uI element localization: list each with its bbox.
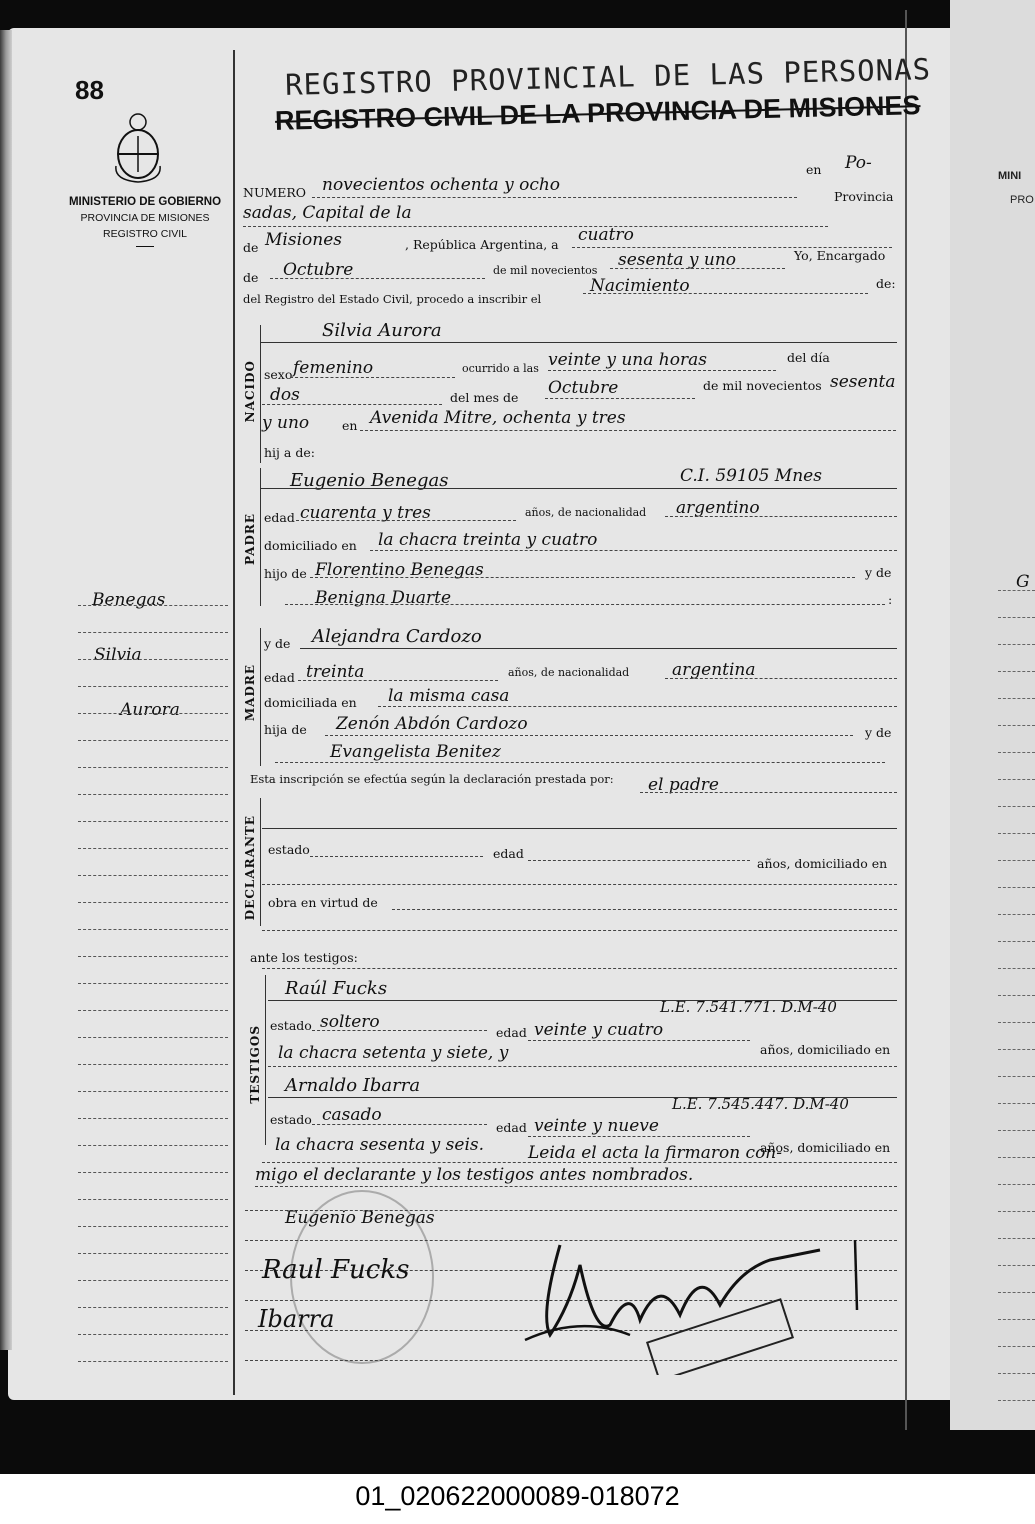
margin-ruled-line [78,1064,228,1065]
del-dia-label: del día [787,350,830,365]
padre-hijo-label: hijo de [264,566,307,581]
margin-ruled-line [78,686,228,687]
declarante-edad-label: edad [493,846,524,861]
testigo1-edad-value: veinte y cuatro [534,1020,664,1040]
margin-ruled-line [78,1118,228,1119]
heading-divider [136,246,154,247]
margin-ruled-line [78,1334,228,1335]
adjacent-page-ruled-line [998,941,1035,942]
testigo1-edad-label: edad [496,1025,527,1040]
act-value: Nacimiento [590,276,690,296]
padre-dom-line [370,550,897,551]
madre-dom-label: domiciliada en [264,695,357,710]
adjacent-page-ruled-line [998,1319,1035,1320]
adjacent-page-ruled-line [998,752,1035,753]
mes-line [545,398,695,399]
madre-edad-line [298,680,498,681]
signature-witness-2: Ibarra [258,1305,335,1333]
testigo2-name: Arnaldo Ibarra [285,1075,421,1096]
madre-nac-line [665,678,897,679]
ocurrido-label: ocurrido a las [462,362,539,375]
margin-ruled-line [78,1253,228,1254]
padre-father-value: Florentino Benegas [315,560,484,580]
testigo2-doc: L.E. 7.545.447. D.M-40 [672,1095,849,1113]
padre-nac-line [665,516,897,517]
testigos-top-line [262,968,897,969]
sexo-line [290,377,455,378]
registro-label: del Registro del Estado Civil, procedo a inscribir el [243,292,542,306]
testigo1-dom-line [268,1066,897,1067]
margin-name-2: Aurora [120,700,180,720]
adjacent-page-ruled-line [998,725,1035,726]
adjacent-page-ruled-line [998,1130,1035,1131]
margin-ruled-line [78,1091,228,1092]
closing-text-b: migo el declarante y los testigos antes nombrados. [255,1165,694,1185]
madre-hija-label: hija de [264,722,307,737]
hija-label: hij a de: [264,445,315,460]
padre-father-line [310,577,855,578]
margin-ruled-line [78,902,228,903]
testigo1-name: Raúl Fucks [285,978,388,999]
madre-nac-label: años, de nacionalidad [508,666,630,679]
declarante-estado-label: estado [268,842,310,857]
testigo2-edad-label: edad [496,1120,527,1135]
padre-doc: C.I. 59105 Mnes [680,466,822,486]
margin-name-1: Silvia [94,645,142,665]
province-name: PROVINCIA DE MISIONES [80,212,210,224]
padre-mother-line [285,604,885,605]
adjacent-page-ruled-line [998,1184,1035,1185]
padre-name-line [260,488,897,489]
signature-witness-1: Raul Fucks [262,1255,410,1285]
registry-name: REGISTRO CIVIL [102,228,187,240]
padre-dom-value: la chacra treinta y cuatro [378,530,598,550]
folio-number: 88 [75,75,104,105]
margin-ruled-line [78,1037,228,1038]
testigo2-name-line [268,1097,897,1098]
margin-ruled-line [78,605,228,606]
margin-ruled-line [78,956,228,957]
margin-ruled-line [78,1226,228,1227]
adjacent-page-ruled-line [998,833,1035,834]
en-value: Po- [845,153,872,173]
declarante-estado-line [310,856,483,857]
madre-mother-value: Evangelista Benitez [330,742,501,762]
madre-father-value: Zenón Abdón Cardozo [336,714,528,734]
republica-label: , República Argentina, a [405,237,559,252]
madre-mother-line [275,762,885,763]
padre-section-label: PADRE [243,513,257,565]
testigo2-estado-line [312,1124,487,1125]
lugar-value: Avenida Mitre, ochenta y tres [370,408,626,428]
adjacent-page-ruled-line [998,806,1035,807]
madre-dom-value: la misma casa [388,686,510,706]
numero-value: novecientos ochenta y ocho [322,175,561,195]
declaracion-label: Esta inscripción se efectúa según la declaración prestada por: [250,772,614,786]
madre-dom-line [378,706,897,707]
ministry-heading [50,196,240,247]
declarante-dom-label: años, domiciliado en [757,856,888,871]
declarante-name-line [262,828,897,829]
act-line [583,293,868,294]
padre-mother-value: Benigna Duarte [315,588,452,608]
adjacent-page-ruled-line [998,995,1035,996]
margin-rule [233,50,235,1395]
province-value: Misiones [265,230,342,250]
nacido-name: Silvia Aurora [322,320,442,341]
testigo1-estado-label: estado [270,1018,312,1033]
place-value: sadas, Capital de la [243,203,412,223]
control-number: 01_020622000089-018072 [355,1481,680,1511]
signature-father: Eugenio Benegas [285,1208,435,1228]
ante-testigos-label: ante los testigos: [250,950,358,965]
month-line [270,278,485,279]
adjacent-page-ruled-line [998,1076,1035,1077]
margin-ruled-line [78,983,228,984]
civil-registry-stamp: REGISTRO CIVIL DE LA PROVINCIA DE MISIONES [274,90,921,136]
lugar-line [360,430,896,431]
sexo-value: femenino [293,358,374,378]
anio-value-a: sesenta [830,372,896,392]
margin-ruled-line [78,1307,228,1308]
margin-ruled-line [78,1361,228,1362]
nacido-bracket [260,325,261,463]
adjacent-page-ruled-line [998,617,1035,618]
testigo1-estado-value: soltero [320,1012,380,1032]
testigo1-name-line [268,1000,897,1001]
adjacent-page-ruled-line [998,887,1035,888]
margin-ruled-line [78,632,228,633]
right-rule [905,10,907,1430]
padre-y-de-label: y de [865,565,892,580]
declaracion-value: el padre [648,775,719,795]
margin-ruled-line [78,794,228,795]
adjacent-page-ruled-line [998,1400,1035,1401]
provincia-label: Provincia [834,189,894,204]
sexo-label: sexo [264,367,293,382]
testigos-bracket [265,975,266,1145]
adjacent-page-ruled-line [998,860,1035,861]
margin-surname: Benegas [92,590,166,610]
registrar-signature [520,1225,865,1375]
place-line [243,226,828,227]
numero-label: NUMERO [243,185,307,200]
adjacent-page-ruled-line [998,590,1035,591]
padre-edad-label: edad [264,510,295,525]
madre-y-de-label: y de [865,725,892,740]
adjacent-page-subheading: PRO [1010,194,1034,206]
testigo1-doc: L.E. 7.541.771. D.M-40 [660,998,837,1016]
margin-ruled-line [78,848,228,849]
madre-bracket [260,628,261,766]
declarante-edad-line [528,860,750,861]
national-coat-of-arms-icon [110,110,166,186]
testigo2-edad-line [528,1136,750,1137]
margin-ruled-line [78,875,228,876]
adjacent-page-ruled-line [998,1157,1035,1158]
adjacent-page-ruled-line [998,1022,1035,1023]
numero-line [312,197,797,198]
year-line [610,268,785,269]
margin-ruled-line [78,713,228,714]
padre-edad-line [296,520,516,521]
madre-name: Alejandra Cardozo [312,626,482,647]
margin-ruled-line [78,1145,228,1146]
de2-label: de [243,270,259,285]
adjacent-page-heading: MINI [998,170,1022,182]
madre-name-line [300,648,897,649]
padre-colon: : [888,592,893,607]
nacido-en-label: en [342,418,358,433]
margin-ruled-line [78,1280,228,1281]
nacido-mil-label: de mil novecientos [703,378,822,393]
testigo1-estado-line [312,1030,487,1031]
madre-section-label: MADRE [243,664,257,722]
adjacent-page-ruled-line [998,779,1035,780]
margin-ruled-line [78,767,228,768]
testigo2-dom-label: años, domiciliado en [760,1140,891,1155]
madre-nac-value: argentina [672,660,756,680]
month-value: Octubre [283,260,354,280]
testigo2-estado-value: casado [322,1105,382,1125]
adjacent-page-ruled-line [998,968,1035,969]
adjacent-page-ruled-line [998,1049,1035,1050]
adjacent-page-ruled-line [998,671,1035,672]
adjacent-page [950,0,1035,1430]
margin-ruled-line [78,659,228,660]
year-value: sesenta y uno [618,250,737,270]
yo-label: Yo, Encargado [794,248,886,263]
adjacent-page-handwriting: G [1016,572,1030,592]
margin-ruled-line [78,740,228,741]
de-label: de [243,240,259,255]
hora-value: veinte y una horas [548,350,707,370]
testigos-section-label: TESTIGOS [248,1025,262,1104]
margin-ruled-line [78,1172,228,1173]
testigo2-edad-value: veinte y nueve [534,1116,659,1136]
provincial-registry-stamp: REGISTRO PROVINCIAL DE LAS PERSONAS [284,52,932,102]
padre-nac-value: argentino [676,498,760,518]
testigo2-dom-value: la chacra sesenta y seis. [275,1135,485,1155]
madre-y-de-label: y de [264,636,291,651]
padre-dom-label: domiciliado en [264,538,357,553]
madre-father-line [325,735,853,736]
adjacent-page-ruled-line [998,644,1035,645]
declarante-section-label: DECLARANTE [243,815,257,921]
closing-text-a: Leida el acta la firmaron con- [528,1143,782,1163]
closing-line-b [255,1186,897,1187]
mes-value: Octubre [548,378,619,398]
page-binding [0,30,12,1350]
margin-ruled-line [78,1199,228,1200]
declarante-dom-line [262,884,897,885]
testigo1-dom-value: la chacra setenta y siete, y [278,1043,509,1063]
padre-nac-label: años, de nacionalidad [525,506,647,519]
mil-label: de mil novecientos [493,264,598,277]
declarante-extra-line [262,930,897,931]
adjacent-page-ruled-line [998,1373,1035,1374]
madre-edad-label: edad [264,670,295,685]
nacido-section-label: NACIDO [243,360,257,423]
margin-ruled-line [78,1010,228,1011]
adjacent-page-ruled-line [998,698,1035,699]
adjacent-page-ruled-line [998,914,1035,915]
adjacent-page-ruled-line [998,1211,1035,1212]
declarante-obra-line [392,909,897,910]
declaracion-line [640,792,897,793]
testigo1-dom-label: años, domiciliado en [760,1042,891,1057]
hora-line [548,370,776,371]
de-colon: de: [876,276,896,291]
en-label: en [806,162,822,177]
padre-name: Eugenio Benegas [290,470,449,491]
madre-edad-value: treinta [306,662,365,682]
testigo1-edad-line [528,1040,750,1041]
adjacent-page-ruled-line [998,1292,1035,1293]
adjacent-page-ruled-line [998,1238,1035,1239]
declarante-obra-label: obra en virtud de [268,895,378,910]
padre-edad-value: cuarenta y tres [300,503,431,523]
control-number-bar [0,1474,1035,1524]
margin-ruled-line [78,929,228,930]
mes-label: del mes de [450,390,519,405]
day-value: cuatro [578,225,634,245]
margin-ruled-line [78,821,228,822]
dia-value: dos [270,385,300,405]
closing-line-a [262,1162,897,1163]
declarante-bracket [260,798,261,926]
testigo2-estado-label: estado [270,1112,312,1127]
adjacent-page-ruled-line [998,1265,1035,1266]
adjacent-page-ruled-line [998,1346,1035,1347]
adjacent-page-ruled-line [998,1103,1035,1104]
dia-line [262,404,442,405]
nacido-name-line [260,342,897,343]
ministry-name: MINISTERIO DE GOBIERNO [68,196,222,208]
anio-value-b: y uno [262,413,310,433]
